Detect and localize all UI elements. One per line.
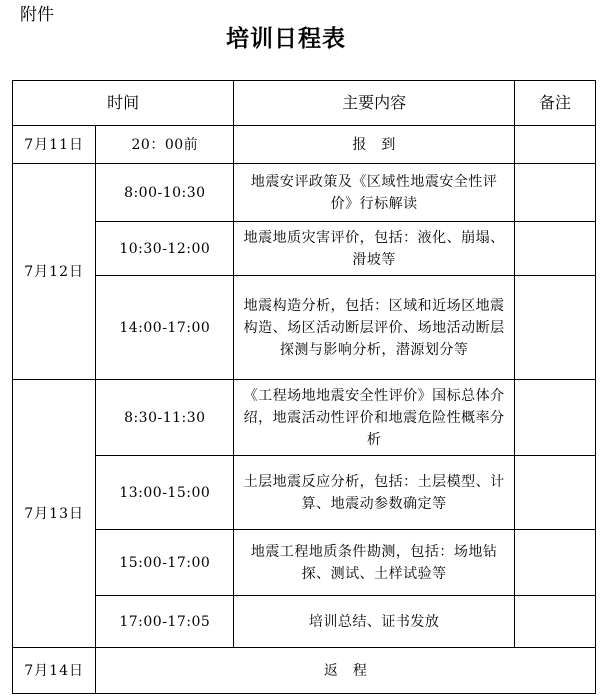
note-cell [514,596,595,648]
content-cell: 地震地质灾害评价，包括：液化、崩塌、滑坡等 [234,222,515,276]
note-cell [514,126,595,164]
table-row [13,380,596,456]
table-row [13,126,596,164]
content-cell: 地震安评政策及《区域性地震安全性评价》行标解读 [234,164,515,222]
time-cell: 20：00前 [96,126,234,164]
table-row [13,596,596,648]
date-cell: 7月12日 [13,164,96,380]
table-row [13,648,596,694]
note-cell [514,380,595,456]
content-cell: 报 到 [234,126,515,164]
time-cell: 13:00-15:00 [96,456,234,530]
content-cell: 《工程场地地震安全性评价》国标总体介绍，地震活动性评价和地震危险性概率分析 [234,380,515,456]
table-row [13,222,596,276]
content-cell: 地震工程地质条件勘测，包括：场地钻探、测试、土样试验等 [234,530,515,596]
time-cell: 8:00-10:30 [96,164,234,222]
time-cell: 10:30-12:00 [96,222,234,276]
note-cell [514,456,595,530]
time-cell: 17:00-17:05 [96,596,234,648]
merged-content-cell: 返 程 [96,648,596,694]
table-row [13,276,596,380]
date-cell: 7月14日 [13,648,96,694]
time-cell: 15:00-17:00 [96,530,234,596]
time-cell: 14:00-17:00 [96,276,234,380]
time-cell: 8:30-11:30 [96,380,234,456]
note-cell [514,222,595,276]
column-header-note: 备注 [514,81,595,126]
column-header-time: 时间 [13,81,234,126]
attachment-label: 附件 [20,5,54,25]
table-row [13,530,596,596]
table-header-row [13,81,596,126]
note-cell [514,276,595,380]
table-row [13,164,596,222]
content-cell: 地震构造分析，包括：区域和近场区地震构造、场区活动断层评价、场地活动断层探测与影响分析，潜源划分等 [234,276,515,380]
date-cell: 7月13日 [13,380,96,648]
column-header-content: 主要内容 [234,81,515,126]
note-cell [514,164,595,222]
schedule-table [12,80,596,694]
table-row [13,456,596,530]
note-cell [514,530,595,596]
page-title: 培训日程表 [226,25,346,52]
content-cell: 土层地震反应分析，包括：土层模型、计算、地震动参数确定等 [234,456,515,530]
content-cell: 培训总结、证书发放 [234,596,515,648]
date-cell: 7月11日 [13,126,96,164]
